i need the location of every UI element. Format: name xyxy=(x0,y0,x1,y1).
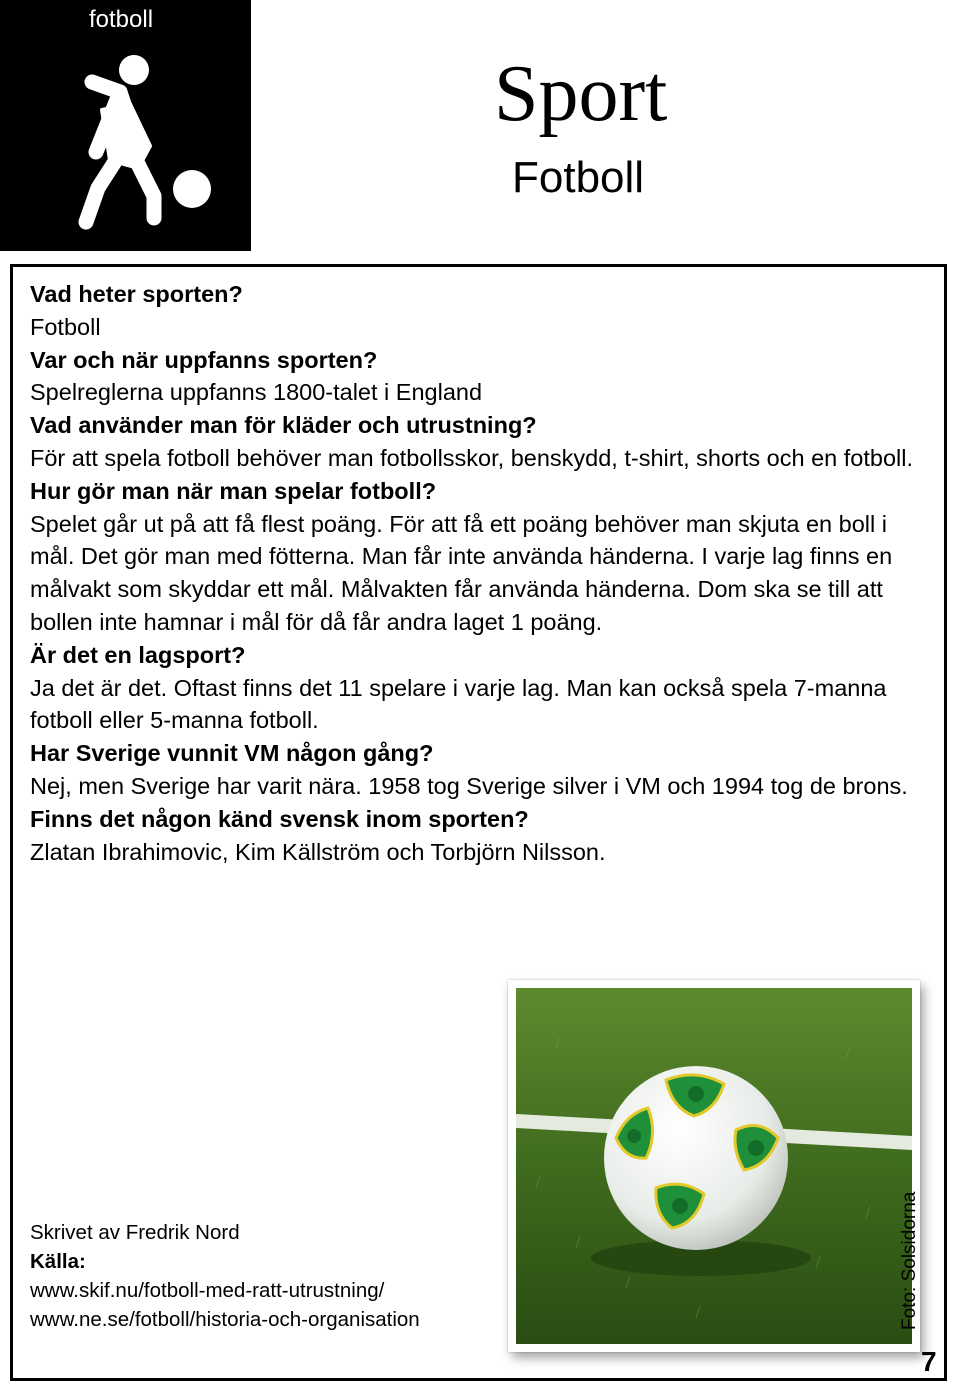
page-number: 7 xyxy=(921,1346,937,1377)
answer: Fotboll xyxy=(30,313,101,340)
question: Hur gör man när man spelar fotboll? xyxy=(30,477,437,504)
question: Finns det någon känd svensk inom sporten? xyxy=(30,805,529,832)
answer: Zlatan Ibrahimovic, Kim Källström och Torbjörn Nilsson. xyxy=(30,838,606,865)
answer: Spelreglerna uppfanns 1800-talet i England xyxy=(30,379,483,406)
question: Har Sverige vunnit VM någon gång? xyxy=(30,740,434,767)
answer: Nej, men Sverige har varit nära. 1958 tog Sverige silver i VM och 1994 tog de brons. xyxy=(30,772,908,799)
answer: För att spela fotboll behöver man fotbollsskor, benskydd, t-shirt, shorts och en fotboll. xyxy=(30,444,914,471)
source-link[interactable]: www.ne.se/fotboll/historia-och-organisation xyxy=(30,1308,420,1331)
footer xyxy=(30,1218,420,1334)
question: Vad heter sporten? xyxy=(30,281,243,307)
author-line: Skrivet av Fredrik Nord xyxy=(30,1221,240,1244)
question: Vad använder man för kläder och utrustning? xyxy=(30,412,537,439)
photo-credit: Foto: Solsidorna xyxy=(899,1191,920,1330)
question: Är det en lagsport? xyxy=(30,641,246,668)
football-photo xyxy=(508,980,920,1352)
sport-pictogram xyxy=(0,0,251,251)
source-label: Källa: xyxy=(30,1250,86,1273)
answer: Ja det är det. Oftast finns det 11 spelare i varje lag. Man kan också spela 7-manna fotboll eller 5-manna fotboll. xyxy=(30,674,887,734)
qa-section xyxy=(30,278,930,868)
question: Var och när uppfanns sporten? xyxy=(30,346,378,373)
pictogram-label: fotboll xyxy=(89,6,154,33)
answer: Spelet går ut på att få flest poäng. För att få ett poäng behöver man skjuta en boll i mål. Det gör man med fötterna. Man får inte använda händerna. I varje lag finns en målvakt som skyddar ett mål. Målvakten får använda händerna. Dom ska se till att bollen inte hamnar i mål för då får andra laget 1 poäng. xyxy=(30,510,893,635)
page-title: Sport xyxy=(494,50,668,138)
page-subtitle: Fotboll xyxy=(512,153,645,202)
soccer-player-icon xyxy=(0,0,251,251)
football-on-grass-image xyxy=(516,988,912,1344)
source-link[interactable]: www.skif.nu/fotboll-med-ratt-utrustning/ xyxy=(30,1279,385,1302)
